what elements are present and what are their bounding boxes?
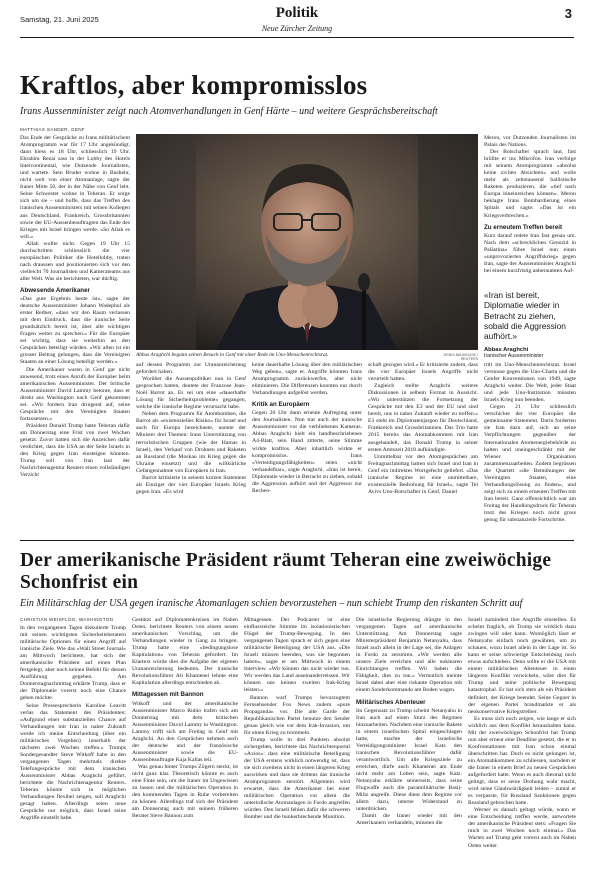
- article1-paragraph: Worüber die Aussenpolitiker nun in Genf gesprochen hatten, deutete der Franzose Jean-Noël Barrot an. Es sei um eine «dauerhafte Lösung für Sicherheitsprobleme» gegangen, welche die iranische Regime verursacht habe.: [136, 376, 246, 411]
- article1-photo-caption: Abbas Araghchi begann seinen Besuch in Genf mit einer Rede im Uno-Menschenrechtsrat.: [136, 352, 329, 358]
- article2-paragraph: Bannon warf Trumps bevorzugtem Fernsehsender Fox News zudem «pure Propaganda» vor. Die alte Garde der Republikanischen Partei benutze den Sender genau gleich wie vor dem Irak-Invasion, um für einen Krieg zu trommeln.: [244, 694, 350, 736]
- article2-paragraph: Es muss sich noch zeigen, wie lange er sich wirklich aus dem Konflikt heraushalten kann. Mit der zweiwöchigen Schonfrist hat Trump nun aber erneut eine Deadline gesetzt, die er in Konfrontationen mit Iran schon einmal überschritten hat. Doch es nicht gelungen ist, ein Atomabkommen zu schliessen, nachdem er die Iraner in einem Brief zu neuen Gesprächen aufgefordert hatte. Wenn es auch diesmal nicht gelingt, dass er seine Drohung wahr macht, wird seine Glaubwürdigkeit leiden – zumal er es verpasste, für Russland Sanktionen gegen Russland gebrochen hatte.: [468, 715, 576, 807]
- article1-paragraph: Kurz darauf redete Iran fast genau um. Nach dem «schrecklichen Genozid in Palästina» führe Israel nun einen «unprovozierten Angriffskrieg» gegen Iran, sagte der Aussenminister Araghchi bei einem kurzfristig anberaumten Auf-: [484, 232, 576, 274]
- article1-column-4: [368, 362, 478, 537]
- article1-subheading: Abwesende Amerikaner: [20, 286, 90, 294]
- article2-paragraph: Im Gegensatz zu Trump scheint Netanyahu in Iran auch auf einen Sturz des Regimes hinzuarbeiten. Nachdem eine iranische Rakete in einem israelischen Spital eingeschlagen hatte, machte der israelische Verteidigungsminister Israel Katz den iranischen Revolutionsführer dafür verantwortlich. Um alle Kriegsziele zu erreichen, dürfe auch Khamenei am Ende nicht mehr am Leben sein, sagte Katz. Netanyahu erklärte seinerseits, dass seine Flugwaffe auch die paramilitärische Basij-Miliz angreife. Diese dient dem Regime vor allem dazu, interne Widerstand zu unterdrücken.: [356, 707, 462, 813]
- article1-paragraph: auf dessen Programm zur Urananreicherung gefordert haben.: [136, 362, 246, 376]
- article1-paragraph: Das Ende der Gespräche zu Irans militärischem Atomprogramm war für 17 Uhr angekündigt, dann hiess es 18 Uhr, schliesslich 19 Uhr. Ebrahim Rezai sass in der Lobby des Hotels Intercontinental, wie Dutzende Journalisten, und wartete. Sein Bruder wohne in Bushehr, nicht weit von einer Atomanlage, sagte der Iraner Mitte 50, der in der Nähe von Genf lebt. Seine Schwester wohne in Teheran. Er sorge sich um sie – und hoffe, dass das Treffen des iranischen Aussenministers mit seinen Kollegen aus Deutschland, Frankreich, Grossbritannien sowie der EU-Aussenbeauftragten das Ende des Krieges mit Israel bringen werde. «So Allah es will.»: [20, 135, 130, 240]
- article1-paragraph: keine dauerhafte Lösung über den militärischen Weg geben», sagte er. Angriffe könnten Irans Atomprogramm zurückwerfen, aber nicht eliminieren. Die Differenzen konnten nur durch Verhandlungen aufgelöst werden.: [252, 362, 362, 397]
- article1-subheading: Zu erneutem Treffen bereit: [484, 223, 563, 231]
- article1-paragraph: Gegen 20 Uhr dann erneute Aufregung unter den Journalisten. Nun trat auch der iranische Aussenminister vor die verbliebenen Kameras. Abbas Araghchi hielt ein handbeschriebenes A4-Blatt, sein Hand zitterte, seine Stimme wirkte kraftlos. Aber inhaltlich wirkte er kompromisslos. Irans «Verteidigungsfähigkeiten» seien «nicht verhandelbar», sagte Araghchi. «Iran ist bereit, Diplomatie wieder in Betracht zu ziehen, sobald die Aggression aufhört und der Aggressor zur Rechen-: [252, 410, 362, 494]
- article2-byline: CHRISTIAN WEISFLOG, WASHINGTON: [20, 617, 114, 622]
- article1-photo-credit: DENIS BALIBOUSE / REUTERS: [443, 353, 478, 361]
- article1-paragraph: Zugleich stellte Araghchi weitere Diskussionen in selbem Format in Aussicht. «Wir unterstützen die Fortsetzung der Gespräche mit den E3 und der EU und sind bereit, uns in naher Zukunft wieder zu treffen.» E3 steht im Diplomatenjargon für Deutschland, Frankreich und Grossbritannien. Das Trio hatte 2015 bereits das Atomabkommen mit Iran ausgehandelt, das Donald Trump in seiner ersten Amtszeit 2018 aufkündigte.: [368, 383, 478, 453]
- article1-subhead: Irans Aussenminister zeigt nach Atomverhandlungen in Genf Härte – und weitere Gesprächsbereitschaft: [20, 106, 438, 117]
- masthead-page-number: 3: [564, 6, 572, 21]
- article1-photo: [136, 134, 478, 350]
- article2-column-3: [244, 617, 350, 865]
- article1-column-6: [484, 362, 576, 537]
- pull-quote-role: Iranischer Aussenminister: [484, 353, 544, 360]
- article2-column-4: [356, 617, 462, 865]
- article1-column-3: [252, 362, 362, 537]
- article2-subheading: Militärisches Abenteuer: [356, 698, 426, 706]
- article-divider-rule: [20, 540, 574, 541]
- pull-quote-name: Abbas Araghchi: [484, 347, 529, 354]
- article2-column-2: [132, 617, 238, 865]
- masthead-section: Politik: [275, 5, 319, 21]
- masthead-paper-name: Neue Zürcher Zeitung: [261, 24, 333, 33]
- article1-paragraph: Unmittelbar vor den Atomgesprächen am Freitagnachmittag hatten sich Israel und Iran in Genf ein indirektes Wortgefecht geliefert. «Das iranische Regime ist eine unmittelbare, existenzielle Bedrohung für Israel», sagte Tel Avivs Uno-Botschafter in Genf, Daniel: [368, 453, 478, 495]
- article2-headline: Der amerikanische Präsident räumt Teheran eine zweiwöchige Schonfrist ein: [20, 550, 552, 593]
- article1-paragraph: Barrot kritisierte in seinem kurzen Statement als Einziger der vier Europäer Israels Krieg gegen Iran. «Es wird: [136, 474, 246, 495]
- article2-paragraph: Was genau hinter Trumps Zögern steckt, ist nicht ganz klar. Theoretisch könnte es auch eine Finte sein, um die Iraner im Ungewissen zu lassen und die militärischen Operation in den kommenden Tagen in Ruhe vorbereiten zu können. Allerdings traf sich der Präsident am Donnerstag auch mit seinem früheren Berater Steve Bannon zum: [132, 763, 238, 820]
- masthead-rule: [20, 37, 574, 38]
- article2-column-5: [468, 617, 576, 865]
- photo-illustration: [136, 134, 478, 350]
- article1-paragraph: Meron, vor Dutzenden Journalisten im Palais des Nations.: [484, 135, 576, 149]
- article2-paragraph: Witkoff und der amerikanische Aussenminister Marco Rubio trafen sich am Donnerstag mit dem britischen Aussenminister David Lammy in Washington. Lammy trifft sich am Freitag in Genf mit Araghchi. An den Gesprächen nehmen auch der deutsche und der französische Aussenminister sowie die EU-Aussenbeauftragte Kaja Kallas teil.: [132, 700, 238, 763]
- article2-paragraph: Gestützt auf Diplomatenkreisen im Nahen Osten, berichtete Reuters von einem neuen amerikanischen Vorschlag, um die Verhandlungen wieder in Gang zu bringen. Trump hatte eine «bedingungslose Kapitulation» von Teheran gefordert. Im Klartext würde dies die Aufgabe der eigenen Urananreicherung bedeuten. Der iranische Revolutionsführer Ali Khamenei lehnte eine Kapitulation allerdings entschieden ab.: [132, 617, 238, 687]
- article2-paragraph: Trump wolle in drei Punkten absolut sichergehen, berichtete das Nachrichtenportal «Axios»: dass eine militärische Beteiligung der USA erstens wirklich notwendig ist, dass sie sich zweitens nicht in einen längeren Krieg auswirken und dass sie drittens das iranische Atomprogramm zerstört. Allgemein wird erwartet, dass die Amerikaner bei einer militärischen Operation vor allem die unterirdische Atomanlagen in Fordo angreifen würden. Den Israeli fehlen dafür die schweren Bomber und die bunkerbrechende Munition.: [244, 736, 350, 821]
- article1-paragraph: Allah wollte nicht. Gegen 19 Uhr 15 durchschritten schliesslich die vier europäischen Politiker die Hotellobby, traten nach draussen und positionierten sich vor den vielleicht 70 Journalisten und Kamerateams aus aller Welt. Was sie berichteten, war dürftig.: [20, 240, 130, 282]
- article2-paragraph: Werner es danach geltagt würde, wann er eine Entscheidung treffen werde, antwortete der amerikanische Präsident stets: «Fragen Sie mich in zwei Wochen noch einmal.» Das Warten auf Trump geht vorerst auch im Nahen Osten weiter.: [468, 807, 576, 849]
- article1-column-5: [484, 135, 576, 285]
- article1-paragraph: Die Amerikaner waren in Genf gar nicht anwesend, trotz eines Anrufs der Europäer beim amerikanischen Aussenminister. Der britische Aussenminister David Lammy betonte, dass er direkt aus Washington nach Genf gekommen sei. «Wir fordern Iran dringend auf, seine Gespräche mit den Vereinigten Staaten fortzusetzen.»: [20, 366, 130, 422]
- article2-paragraph: In den vergangenen Tagen diskutierte Trump mit seinen wichtigsten Sicherheitsberatern militärische Optionen für einen Angriff auf iranische Ziele. Wie das «Wall Street Journal» am Mittwoch berichtete, hat sich der amerikanische Präsident auf einen Plan festgelegt, aber noch keinen Befehl für dessen Ausführung gegeben. Am Donnerstagnachmittag erklärte Trump, dass er der Diplomatie vorerst noch eine Chance geben möchte.: [20, 625, 126, 702]
- article2-paragraph: Mittagessen. Der Podcaster ist eine einflussreiche Stimme im isolationistischen Flügel der Trump-Bewegung. In den vergangenen Tagen sprach er sich gegen eine militärische Beteiligung der USA aus. «Die Israeli müssen beenden, was sie begonnen haben», sagte er am Mittwoch in einem Interview. «Wir können das nicht wieder tun. Wir werden das Land auseinanderreissen. Wir können uns keinen zweiten Irak-Krieg leisten.»: [244, 617, 350, 694]
- article2-paragraph: Damit die Iraner wieder mit den Amerikanern verhandeln, müssten die: [356, 813, 462, 827]
- article1-column-2: [136, 362, 246, 537]
- pull-quote-text: «Iran ist bereit, Diplomatie wieder in Betracht zu ziehen, sobald die Aggression aufhört.»: [484, 290, 566, 342]
- article1-subheading: Kritik an Europäern: [252, 401, 310, 409]
- article1-paragraph: Präsident Donald Trump hatte Teheran dafür am Donnerstag eine Frist von zwei Wochen gesetzt. Zuvor hatten sich die Anzeichen dafür verdichtet, dass die USA an der Seite Israels in den Krieg gegen Iran einsteigen könnten. Trump soll von Iran laut der Nachrichtenagentur Reuters einen vollständigen Verzicht: [20, 422, 130, 479]
- article2-subhead: Ein Militärschlag der USA gegen iranische Atomanlagen schien bevorzustehen – nun schiebt Trump den riskanten Schritt auf: [20, 598, 523, 609]
- masthead-date: Samstag, 21. Juni 2025: [20, 15, 99, 24]
- article1-headline: Kraftlos, aber kompromisslos: [20, 70, 368, 100]
- article2-paragraph: Seine Pressesprecherin Karoline Leavitt verlas das Statement des Präsidenten: «Aufgrund einer substanziellen Chance auf Verhandlungen mit Iran in naher Zukunft werde ich meine Entscheidung (über ein militärisches Vorgehen) innerhalb der nächsten zwei Wochen treffen.» Trumps Sondergesandter Steve Witkoff habe in den vergangenen Tagen mehrmals direkte Telefongespräche mit dem iranischen Aussenminister Abbas Araghchi geführt, berichtete die Nachrichtenagentur Reuters. Teheran könnte sich in möglichen Verhandlungen flexibel zeigen, soll Araghchi gesagt haben. Allerdings seien neue Gespräche nur möglich, dass Israel seine Angriffe einstellt habe.: [20, 702, 126, 822]
- article1-pull-quote: [484, 290, 576, 359]
- article1-column-1: [20, 135, 130, 537]
- article2-column-1: [20, 625, 126, 865]
- article1-paragraph: Der Botschafter sprach laut, fast brüllte er ins Mikrofon. Iran verfolge mit seinem Atomprogramm «absolut keine zivilen Absichten» und wolle mehr als zehntausend ballistische Raketen produzieren, die «tief nach Europa hineinreichen können». Meron beklagte Irans Bombardierung eines Spitals und sagte: «Das ist ein Kriegsverbrechen.»: [484, 149, 576, 219]
- article2-paragraph: Die israelische Regierung drängte in den vergangenen Tagen auf amerikanische Unterstützung. Am Donnerstag sagte Ministerpräsident Benjamin Netanyahu, dass Israel auch allein in der Lage sei, die Anlagen in Fordo zu zerstören. «Wir werden alle unsere Ziele erreichen und alle nuklearen Einrichtungen treffen. Wir haben die Fähigkeit, dies zu tun.» Vermutlich meinte Israel dabei aber eine riskante Operation mit einem Sonderkommando am Boden wagen.: [356, 617, 462, 694]
- article1-paragraph: Gegen 21 Uhr schliesslich verschickte der vier Europäer die gemeinsame Statement. Darin forderten sie Iran dazu auf, sich an seine Verpflichtungen gegenüber der Internationalen Atomenergiebehörde zu halten und uneingeschränkt mit der Wiener Organisation zusammenzuarbeiten. Zudem begrüssen die Quartett «die Bemühungen der Vereinigten Staaten, eine Verhandlungslösung zu finden», und zeigt sich zu einem erneuten Treffen mit Iran bereit. Ganz offensichtlich war am Freitag der Handlungsdruck für Teheran trotz des Krieges noch nicht gross genug für substanzielle Fortschritte.: [484, 404, 576, 524]
- article1-paragraph: «Das gute Ergebnis heute ist», sagte der deutsche Aussenminister Johann Wadephul als erster Redner, «dass wir den Raum verlassen mit dem Eindruck, dass die iranische Seite grundsätzlich bereit ist, über alle wichtigen Fragen weiter zu sprechen.» Für die Europäer sei wichtig, dass sie weiterhin an den Gesprächen beteiligt würden. «Wir allen ist ein grosser Beitrag gelungen, dass die Vereinigten Staaten an einer Lösung beteiligt werden.»: [20, 296, 130, 366]
- article1-paragraph: tritt im Uno-Menschenrechtsrat. Israel verstosse gegen die Uno-Charta und die Genfer Konventionen von 1949, sagte Araghchi weiter. Die Welt, jeder Staat und jede Uno-Institution müssten Israels Krieg nun beenden.: [484, 362, 576, 404]
- article2-paragraph: Israeli zumindest ihre Angriffe einstellen. Es scheint fraglich, ob Trump sie wirklich dazu zwingen will oder kann. Womöglich lässt er Netanyahu einfach noch gewähren, um zu schauen, wozu Israel allein in der Lage ist. So kann er seine schwierige Entscheidung noch etwas aufschieben. Denn sollte er die USA mit einem militärischen Abenteuer in einen längeren Konflikt verwickeln, wäre dies für Trump und seine politische Bewegung katastrophal. Er hat sich stets als ein Präsident definiert, der Kriege beendet. Seine Gegner in der eigenen Partei brandmarkte er als neokonservative Kriegstreiber.: [468, 617, 576, 715]
- article2-subheading: Mittagessen mit Bannon: [132, 691, 204, 699]
- article1-paragraph: schaft gezogen wird.» Er kritisierte zudem, dass die vier Europäer Israels Angriffe nicht verurteilt hatten.: [368, 362, 478, 383]
- article1-byline: MATTHIAS SANDER, GENF: [20, 127, 85, 132]
- article1-paragraph: Neben dem Programm für Atombomben, die Barrot als «existenzielles Risiko» für Israel und auch für Europa bezeichnete, nannte der Minister drei Themen: Irans Unterstützung von terroristischen Gruppen (wie der Hamas in Israel), den Verkauf von Drohnen und Raketen an Russland (die Moskau im Krieg gegen die Ukraine einsetzt) und die willkürliche Gefangennahme von Europäern in Iran.: [136, 411, 246, 474]
